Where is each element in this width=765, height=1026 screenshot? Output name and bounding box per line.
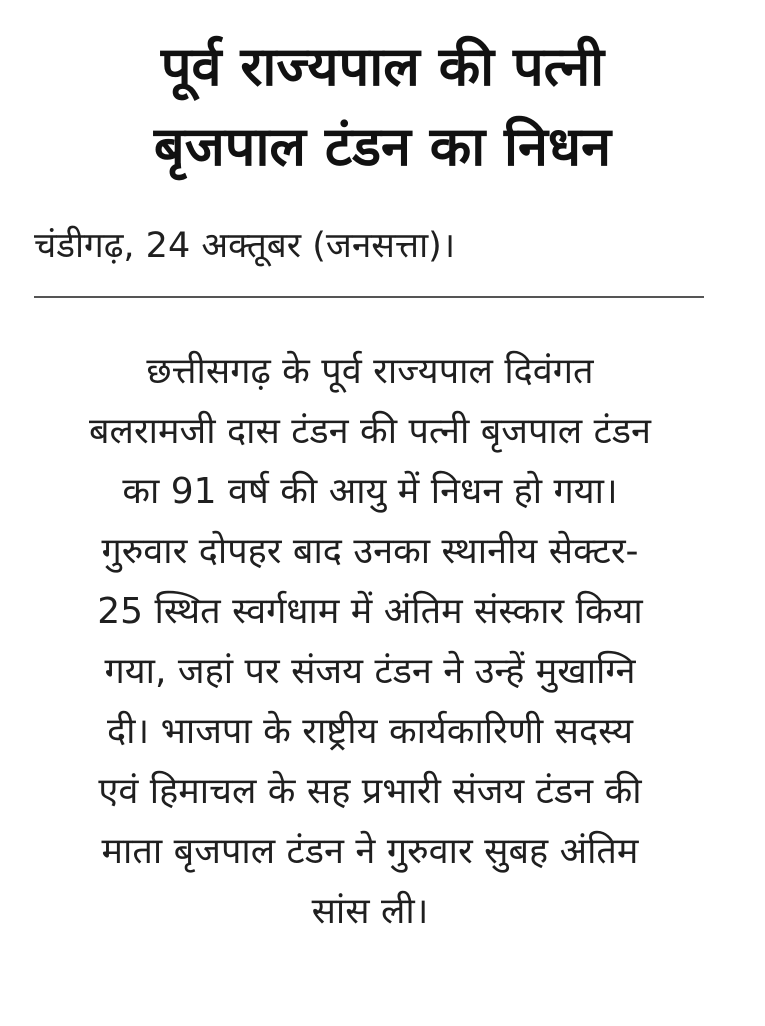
body-line: गुरुवार दोपहर बाद उनका स्थानीय सेक्टर- [101,531,639,572]
body-line: का 91 वर्ष की आयु में निधन हो गया। [122,471,618,512]
divider-rule [34,296,704,298]
body-line: बलरामजी दास टंडन की पत्नी बृजपाल टंडन [88,411,651,452]
body-line: दी। भाजपा के राष्ट्रीय कार्यकारिणी सदस्य [107,711,633,752]
headline-line-2: बृजपाल टंडन का निधन [153,115,612,178]
body-line: छत्तीसगढ़ के पूर्व राज्यपाल दिवंगत [146,351,594,392]
article-body [30,342,710,942]
body-line: एवं हिमाचल के सह प्रभारी संजय टंडन की [98,771,642,812]
body-line: सांस ली। [311,891,429,932]
headline-line-1: पूर्व राज्यपाल की पत्नी [160,35,605,98]
dateline: चंडीगढ़, 24 अक्तूबर (जनसत्ता)। [34,226,456,266]
body-line: गया, जहां पर संजय टंडन ने उन्हें मुखाग्नि [104,651,636,692]
body-line: माता बृजपाल टंडन ने गुरुवार सुबह अंतिम [101,831,639,872]
body-line: 25 स्थित स्वर्गधाम में अंतिम संस्कार किया [97,591,643,632]
